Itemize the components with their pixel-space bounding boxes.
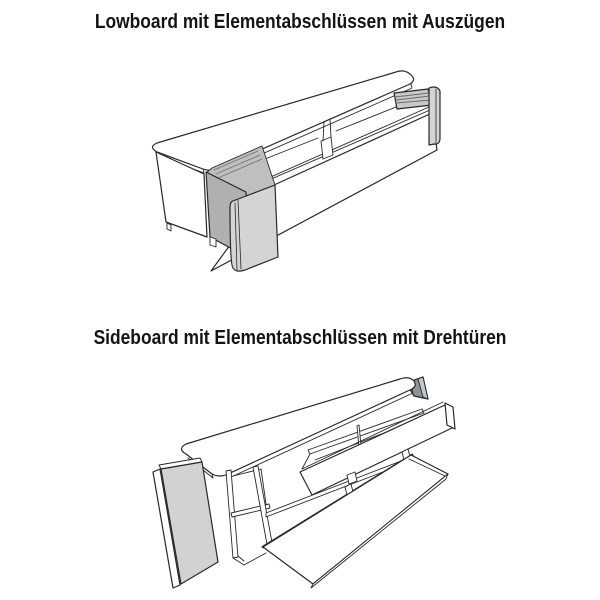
lowboard-drawer-runners — [394, 89, 432, 109]
figure-lowboard — [0, 58, 600, 293]
figure2-title: Sideboard mit Elementabschlüssen mit Drehtüren — [93, 327, 507, 349]
sideboard-drawer-right-end — [445, 403, 455, 429]
lowboard-foot-mid — [210, 237, 216, 247]
figure1-title: Lowboard mit Elementabschlüssen mit Auszügen — [94, 11, 506, 33]
figure-sideboard — [0, 372, 600, 600]
lowboard-end-cap-right — [429, 87, 440, 145]
lowboard-foot-left — [167, 223, 171, 231]
